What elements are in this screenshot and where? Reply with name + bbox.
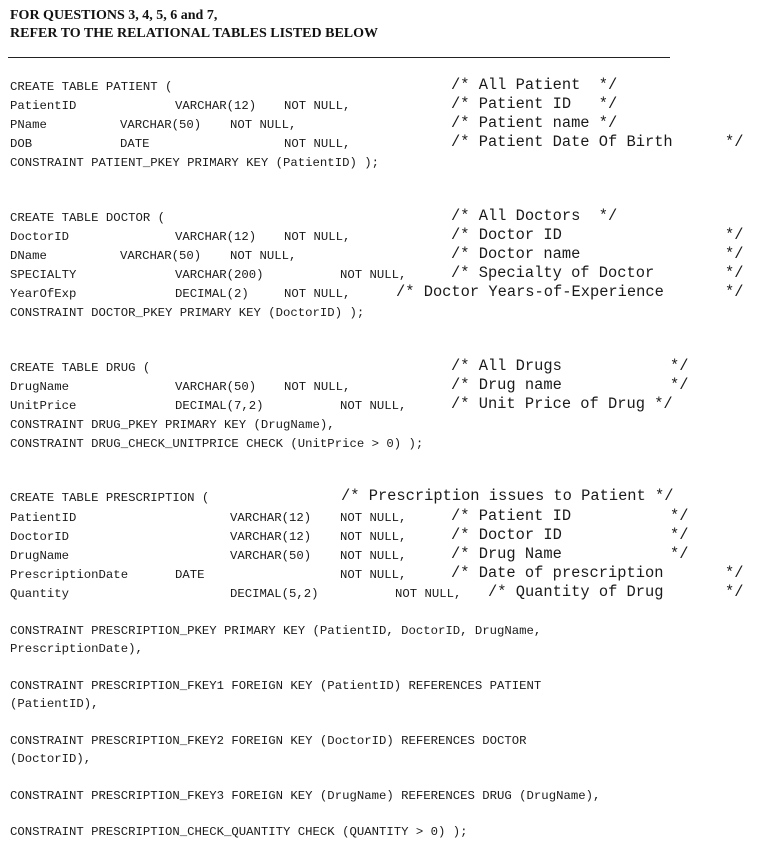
prescription-check-constraint: CONSTRAINT PRESCRIPTION_CHECK_QUANTITY CHECK (QUANTITY > 0) ); <box>10 825 468 839</box>
doctor-col-null: NOT NULL, <box>284 287 351 301</box>
drug-col-name: UnitPrice <box>10 399 77 413</box>
heading-divider <box>8 57 670 58</box>
doctor-col-comment: /* Specialty of Doctor <box>451 264 655 282</box>
prescription-fkey1-constraint-cont: (PatientID), <box>10 697 99 711</box>
drug-check-constraint: CONSTRAINT DRUG_CHECK_UNITPRICE CHECK (UnitPrice > 0) ); <box>10 437 424 451</box>
prescription-col-comment-end: */ <box>725 564 744 582</box>
prescription-col-type: VARCHAR(12) <box>230 530 312 544</box>
doctor-col-type: VARCHAR(12) <box>175 230 257 244</box>
prescription-col-name: Quantity <box>10 587 70 601</box>
prescription-pkey-constraint-cont: PrescriptionDate), <box>10 642 143 656</box>
doctor-pkey-constraint: CONSTRAINT DOCTOR_PKEY PRIMARY KEY (DoctorID) ); <box>10 306 365 320</box>
prescription-col-null: NOT NULL, <box>340 511 407 525</box>
drug-col-type: VARCHAR(50) <box>175 380 257 394</box>
doctor-create-comment: /* All Doctors */ <box>451 207 618 225</box>
doctor-col-null: NOT NULL, <box>230 249 297 263</box>
patient-create-comment: /* All Patient */ <box>451 76 618 94</box>
drug-col-comment: /* Drug name <box>451 376 562 394</box>
drug-col-null: NOT NULL, <box>340 399 407 413</box>
patient-col-name: DOB <box>10 137 33 151</box>
prescription-col-null: NOT NULL, <box>340 568 407 582</box>
patient-col-name: PName <box>10 118 47 132</box>
doctor-col-null: NOT NULL, <box>340 268 407 282</box>
patient-col-null: NOT NULL, <box>230 118 297 132</box>
prescription-col-comment: /* Patient ID <box>451 507 572 525</box>
prescription-col-comment-end: */ <box>725 583 744 601</box>
doctor-col-name: SPECIALTY <box>10 268 77 282</box>
prescription-fkey2-constraint-cont: (DoctorID), <box>10 752 92 766</box>
doctor-col-comment-end: */ <box>725 264 744 282</box>
drug-col-comment-end: */ <box>670 376 689 394</box>
drug-col-comment: /* Unit Price of Drug */ <box>451 395 673 413</box>
doctor-col-comment-end: */ <box>725 245 744 263</box>
doctor-col-comment: /* Doctor Years-of-Experience <box>396 283 664 301</box>
patient-col-name: PatientID <box>10 99 77 113</box>
doctor-col-comment-end: */ <box>725 283 744 301</box>
prescription-col-null: NOT NULL, <box>340 549 407 563</box>
heading-line-2: REFER TO THE RELATIONAL TABLES LISTED BELOW <box>10 26 379 41</box>
patient-col-type: DATE <box>120 137 150 151</box>
drug-create-statement: CREATE TABLE DRUG ( <box>10 361 151 375</box>
prescription-fkey1-constraint: CONSTRAINT PRESCRIPTION_FKEY1 FOREIGN KEY (PatientID) REFERENCES PATIENT <box>10 679 542 693</box>
drug-col-type: DECIMAL(7,2) <box>175 399 264 413</box>
prescription-col-name: PatientID <box>10 511 77 525</box>
doctor-col-type: VARCHAR(200) <box>175 268 264 282</box>
prescription-col-comment-end: */ <box>670 545 689 563</box>
patient-col-null: NOT NULL, <box>284 99 351 113</box>
prescription-fkey3-constraint: CONSTRAINT PRESCRIPTION_FKEY3 FOREIGN KEY (DrugName) REFERENCES DRUG (DrugName), <box>10 789 601 803</box>
patient-col-type: VARCHAR(12) <box>175 99 257 113</box>
prescription-col-type: DATE <box>175 568 205 582</box>
doctor-col-name: DoctorID <box>10 230 70 244</box>
prescription-col-comment: /* Drug Name <box>451 545 562 563</box>
prescription-col-name: DrugName <box>10 549 70 563</box>
heading-line-1: FOR QUESTIONS 3, 4, 5, 6 and 7, <box>10 8 218 23</box>
prescription-col-null: NOT NULL, <box>340 530 407 544</box>
prescription-pkey-constraint: CONSTRAINT PRESCRIPTION_PKEY PRIMARY KEY (PatientID, DoctorID, DrugName, <box>10 624 542 638</box>
drug-col-null: NOT NULL, <box>284 380 351 394</box>
patient-col-type: VARCHAR(50) <box>120 118 202 132</box>
doctor-col-name: YearOfExp <box>10 287 77 301</box>
doctor-col-comment: /* Doctor ID <box>451 226 562 244</box>
prescription-col-comment: /* Date of prescription <box>451 564 664 582</box>
prescription-col-type: VARCHAR(12) <box>230 511 312 525</box>
prescription-create-comment: /* Prescription issues to Patient */ <box>341 487 674 505</box>
prescription-fkey2-constraint: CONSTRAINT PRESCRIPTION_FKEY2 FOREIGN KEY (DoctorID) REFERENCES DOCTOR <box>10 734 527 748</box>
patient-create-statement: CREATE TABLE PATIENT ( <box>10 80 173 94</box>
doctor-col-type: DECIMAL(2) <box>175 287 249 301</box>
prescription-col-null: NOT NULL, <box>395 587 462 601</box>
doctor-create-statement: CREATE TABLE DOCTOR ( <box>10 211 165 225</box>
drug-col-name: DrugName <box>10 380 70 394</box>
doctor-col-null: NOT NULL, <box>284 230 351 244</box>
patient-col-comment-end: */ <box>725 133 744 151</box>
drug-create-comment-end: */ <box>670 357 689 375</box>
doctor-col-name: DName <box>10 249 47 263</box>
prescription-col-comment-end: */ <box>670 526 689 544</box>
prescription-col-comment-end: */ <box>670 507 689 525</box>
prescription-col-type: DECIMAL(5,2) <box>230 587 319 601</box>
prescription-col-type: VARCHAR(50) <box>230 549 312 563</box>
patient-col-comment: /* Patient name */ <box>451 114 618 132</box>
drug-pkey-constraint: CONSTRAINT DRUG_PKEY PRIMARY KEY (DrugName), <box>10 418 335 432</box>
doctor-col-type: VARCHAR(50) <box>120 249 202 263</box>
doctor-col-comment: /* Doctor name <box>451 245 581 263</box>
doctor-col-comment-end: */ <box>725 226 744 244</box>
prescription-col-name: PrescriptionDate <box>10 568 129 582</box>
patient-pkey-constraint: CONSTRAINT PATIENT_PKEY PRIMARY KEY (PatientID) ); <box>10 156 379 170</box>
prescription-create-statement: CREATE TABLE PRESCRIPTION ( <box>10 491 210 505</box>
patient-col-null: NOT NULL, <box>284 137 351 151</box>
patient-col-comment: /* Patient ID */ <box>451 95 618 113</box>
prescription-col-comment: /* Quantity of Drug <box>488 583 664 601</box>
prescription-col-name: DoctorID <box>10 530 70 544</box>
drug-create-comment: /* All Drugs <box>451 357 562 375</box>
prescription-col-comment: /* Doctor ID <box>451 526 562 544</box>
patient-col-comment: /* Patient Date Of Birth <box>451 133 673 151</box>
